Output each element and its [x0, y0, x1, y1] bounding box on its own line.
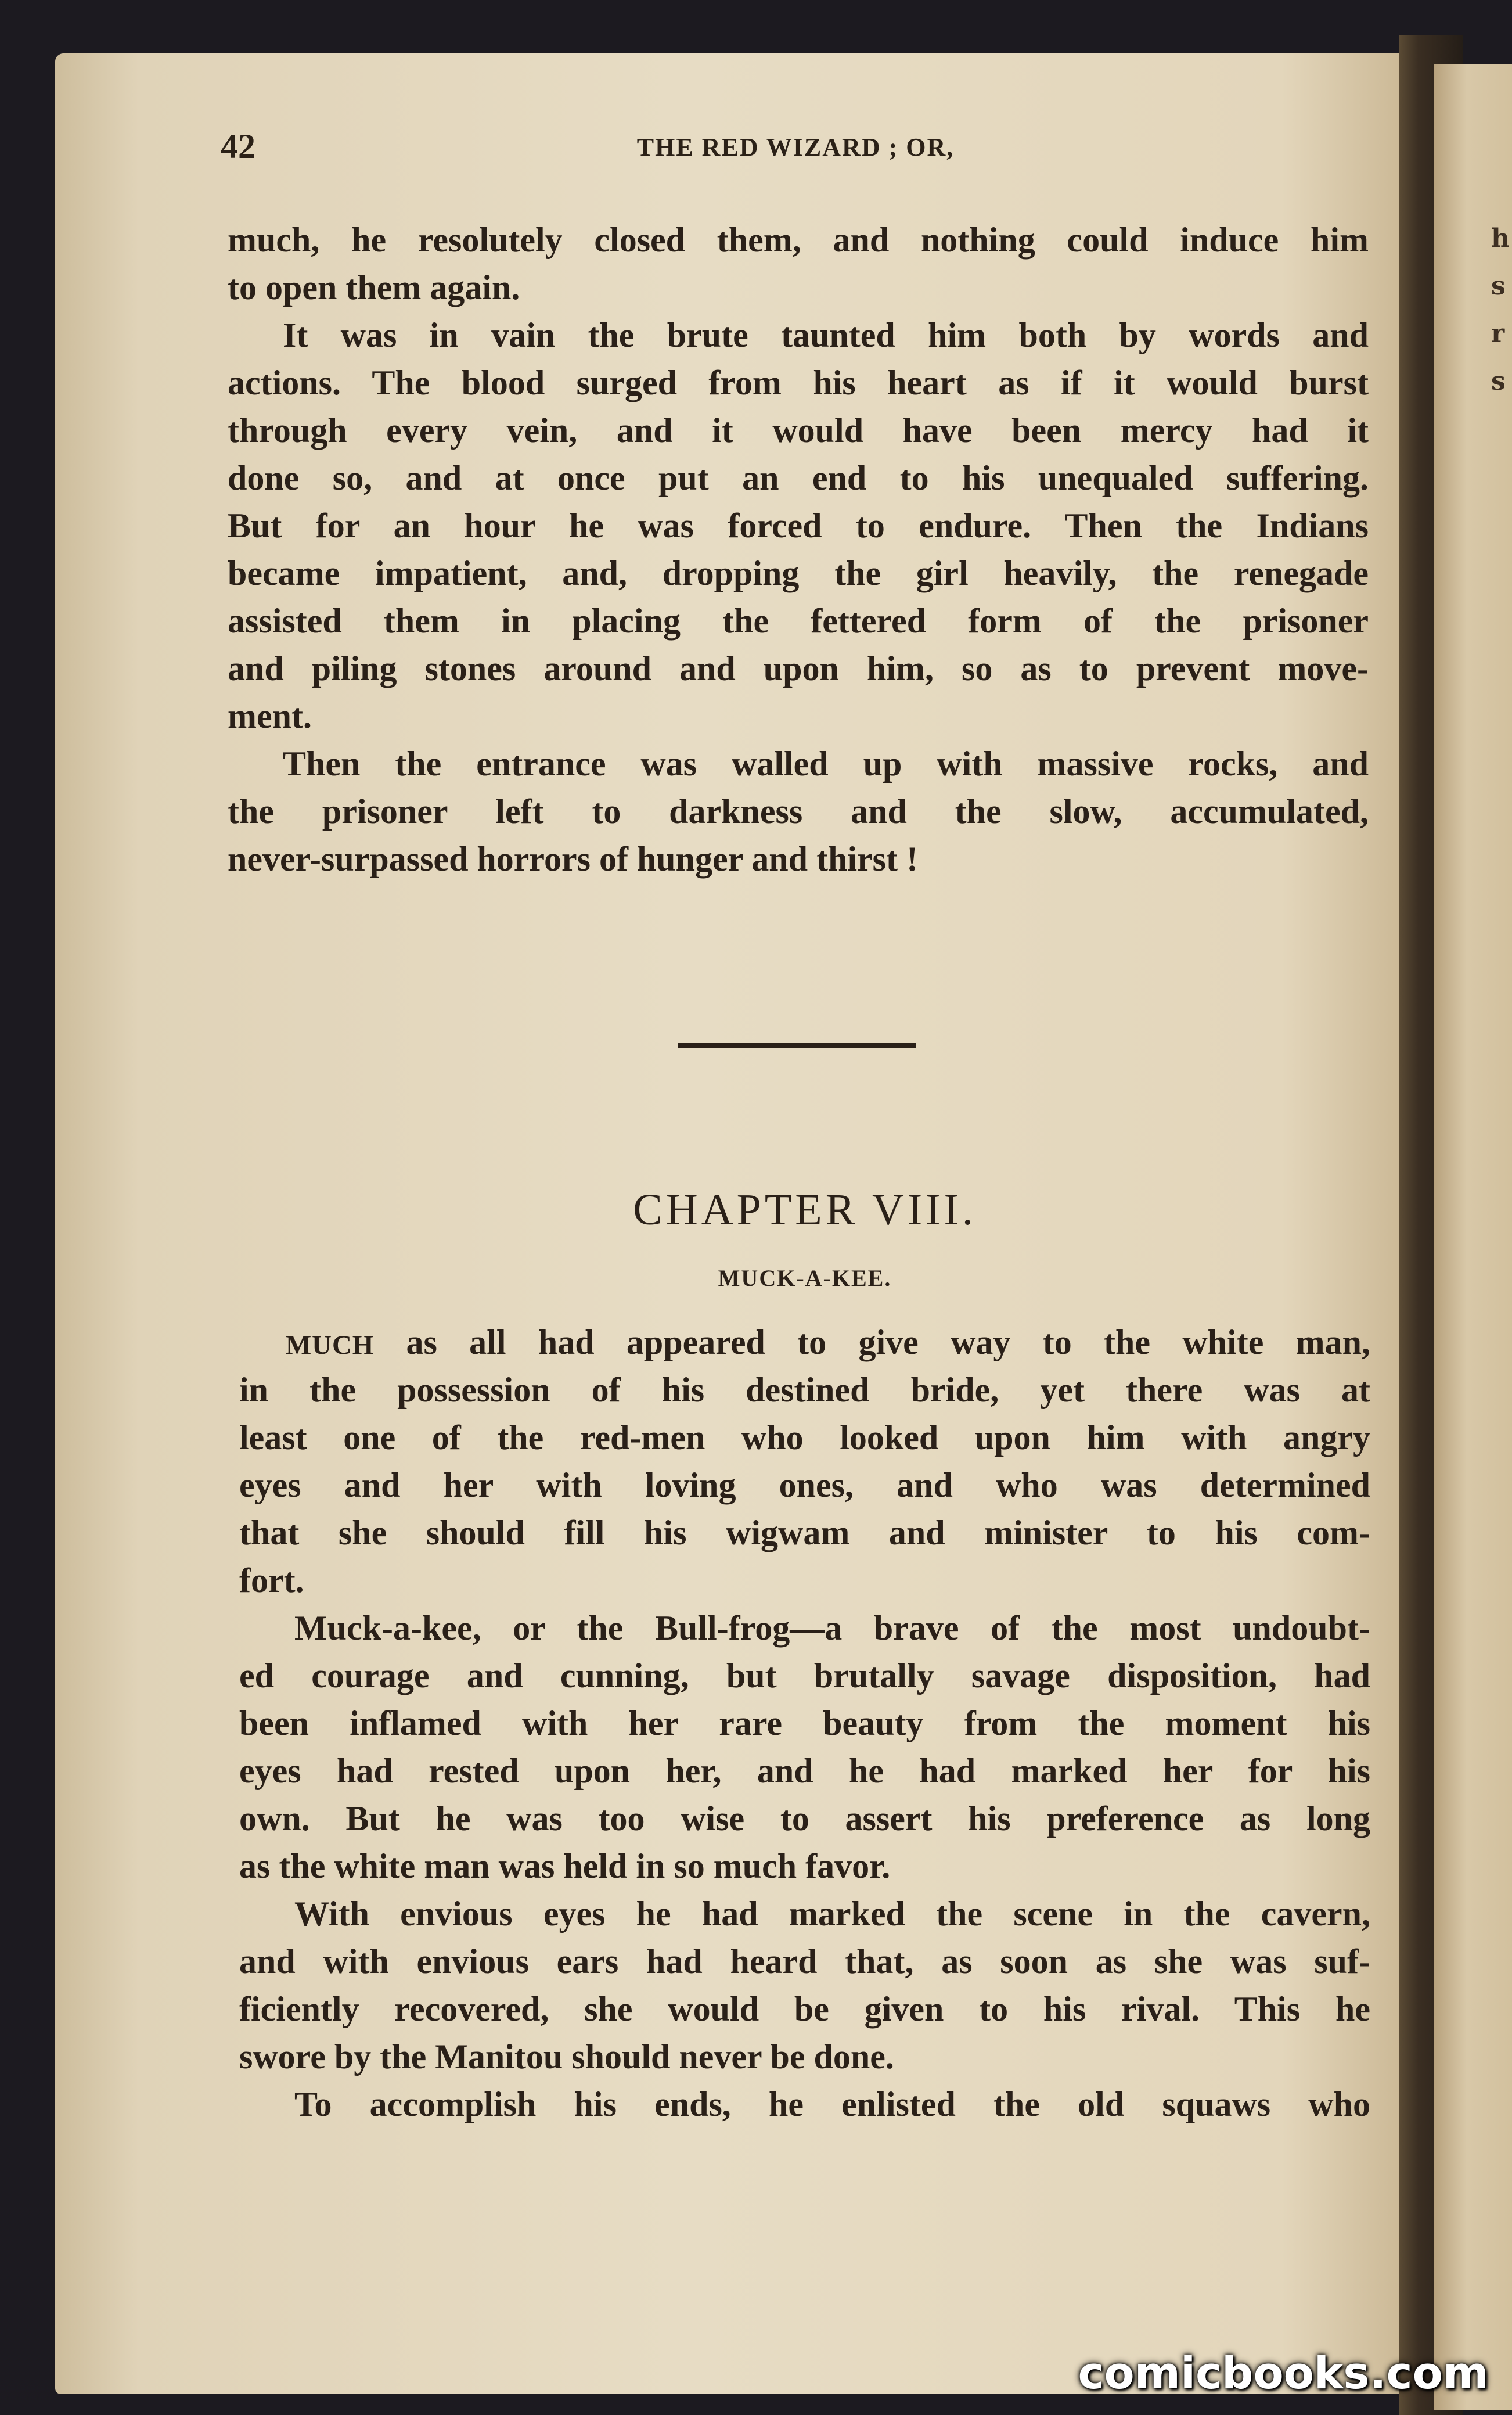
text-line: swore by the Manitou should never be done.: [239, 2037, 894, 2076]
text-line: to open them again.: [228, 268, 520, 307]
text-line: actions. The blood surged from his heart as if it would burst: [228, 364, 1369, 402]
text-line: But for an hour he was forced to endure. Then the Indians: [228, 506, 1369, 545]
text-line: It was in vain the brute taunted him both by words and: [283, 316, 1369, 354]
section-divider-rule: [678, 1043, 916, 1048]
page-header: [221, 127, 1370, 167]
facing-letter: r: [1491, 319, 1505, 348]
text-line: Muck-a-kee, or the Bull-frog—a brave of the most undoubt-: [294, 1609, 1370, 1647]
running-head: THE RED WIZARD ; OR,: [636, 133, 955, 161]
text-line: eyes and her with loving ones, and who was determined: [239, 1466, 1370, 1504]
text-line: With envious eyes he had marked the scene in the cavern,: [294, 1895, 1370, 1933]
facing-page-edge: [1434, 64, 1512, 2410]
text-line: assisted them in placing the fettered form of the prisoner: [228, 602, 1369, 640]
chapter-subtitle: MUCK-A-KEE.: [718, 1265, 892, 1291]
text-line: that she should fill his wigwam and minister to his com-: [239, 1514, 1370, 1552]
body-text-top: [228, 216, 1369, 883]
facing-letter: h: [1491, 224, 1510, 253]
facing-letter: s: [1491, 366, 1506, 396]
text-line: done so, and at once put an end to his unequaled suffering.: [228, 459, 1369, 497]
text-line: To accomplish his ends, he enlisted the old squaws who: [294, 2085, 1370, 2123]
text-line: own. But he was too wise to assert his preference as long: [239, 1799, 1370, 1838]
text-line: MUCH as all had appeared to give way to the white man,: [286, 1323, 1370, 1361]
text-line: eyes had rested upon her, and he had marked her for his: [239, 1752, 1370, 1790]
text-line: and with envious ears had heard that, as soon as she was suf-: [239, 1942, 1370, 1981]
text-line: Then the entrance was walled up with massive rocks, and: [283, 745, 1369, 783]
text-line: been inflamed with her rare beauty from the moment his: [239, 1704, 1370, 1742]
watermark: comicbooks.com: [1078, 2347, 1489, 2399]
text-line: through every vein, and it would have been mercy had it: [228, 411, 1369, 450]
text-line: and piling stones around and upon him, so as to prevent move-: [228, 649, 1369, 688]
text-line: ficiently recovered, she would be given to his rival. This he: [239, 1990, 1370, 2028]
chapter-title: CHAPTER VIII.: [633, 1185, 977, 1234]
text-line: as the white man was held in so much favor.: [239, 1847, 891, 1885]
text-line: became impatient, and, dropping the girl heavily, the renegade: [228, 554, 1369, 592]
text-line: the prisoner left to darkness and the slow, accumulated,: [228, 792, 1369, 831]
facing-page-letters: [1491, 215, 1512, 405]
small-caps-lead-word: MUCH: [286, 1330, 375, 1360]
text-line: fort.: [239, 1561, 304, 1600]
body-text-chapter: [239, 1318, 1370, 2128]
text-line: ed courage and cunning, but brutally savage disposition, had: [239, 1656, 1370, 1695]
page-number: 42: [221, 127, 255, 166]
text-line: much, he resolutely closed them, and nothing could induce him: [228, 221, 1369, 259]
text-line: never-surpassed horrors of hunger and thirst !: [228, 840, 918, 878]
facing-letter: s: [1491, 271, 1506, 301]
text-line: least one of the red-men who looked upon him with angry: [239, 1418, 1370, 1457]
text-line: in the possession of his destined bride, yet there was at: [239, 1371, 1370, 1409]
text-line: ment.: [228, 697, 312, 735]
